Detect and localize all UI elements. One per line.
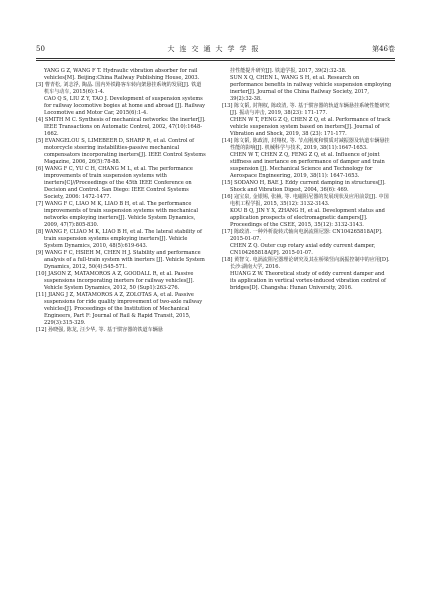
reference-entry: [3] 曹青松, 刘志浮, 陶晶. 国内外铁路客车转向架悬挂系统的发展[J]. 铁道机车与动车, 2015(6):1-4. xyxy=(36,82,202,95)
reference-entry: YANG G Z, WANG F T. Hydraulic vibration absorber for rail vehicles[M]. Beijing:China Railway Publishing House, 2003. xyxy=(44,68,200,81)
reference-entry: HUANG Z W. Theoretical study of eddy current damper and its application in vertical vortex-induced vibration control of bridges[D]. Changsha: Hunan University, 2016. xyxy=(230,271,386,291)
reference-entry: [14] 陈文韬, 陈政清, 封翔权, 等. 节点刚度和惯质对减振器及轨道车辆悬挂性能的影响[J]. 机械科学与技术, 2019, 38(11):1647-1653. xyxy=(222,138,390,151)
reference-entry: CHEN W T, CHEN Z Q, FENG Z Q, et al. Influence of joint stiffness and inertance on performance of damper and train suspension [J]. Mechanical Science and Technology for Aerospace Engineering, 2019, 38(11): 1647-1653. xyxy=(230,152,385,179)
reference-entry: [4] SMITH M C. Synthesis of mechanical networks: the inerter[J]. IEEE Transactions on Automatic Control, 2002, 47(10):1648-1662. xyxy=(36,117,206,137)
reference-entry: CAO Q S, LIU Z Y, TAO J. Development of suspension systems for railway locomotive bogies at home and abroad [J]. Railway Locomotive and Motor Car, 2015(6):1-4. xyxy=(44,96,205,116)
header-rule xyxy=(36,58,395,59)
journal-title: 大连交通大学学报 xyxy=(167,45,264,53)
reference-entry: KOU B Q, JIN Y X, ZHANG H, et al. Development status and application prospects of electromagnetic dampers[J]. Proceedings of the CSEE, 2015, 35(12): 3132-3143. xyxy=(230,208,385,228)
reference-entry: [7] WANG F C, LIAO M K, LIAO B H, et al. The performance improvements of train suspension systems with mechanical networks employing inerters[J]. Vehicle System Dynamics, 2009, 47(7):805-830. xyxy=(36,201,199,228)
reference-column-right xyxy=(222,68,392,292)
reference-entry: [18] 黄智文. 电涡流阻尼器理论研究及其在桥梁竖向涡振控制中的应用[D]. 长沙:湖南大学, 2016. xyxy=(222,257,390,270)
reference-entry: [17] 陈政清. 一种外析旋转式轴向电涡流阻尼器: CN104265818A[P]. 2015-01-07. xyxy=(222,229,383,242)
reference-entry: 挂性能提升研究[J]. 铁道学报, 2017, 39(2):32-38. xyxy=(230,68,347,74)
reference-entry: [12] 孙晓强, 陈龙, 汪少华, 等. 基于惯容器的铁道车辆悬 xyxy=(36,327,163,333)
header-rule-thin xyxy=(36,60,395,61)
page-number: 50 xyxy=(36,45,45,53)
reference-entry: SUN X Q, CHEN L, WANG S H, et al. Research on performance benefits in railway vehicle suspension employing inerter[J]. Journal of the China Railway Society, 2017, 39(2):32-38. xyxy=(230,75,392,102)
running-header xyxy=(36,42,395,56)
reference-entry: [16] 寇宝泉, 金银锡, 张赫, 等. 电磁阻尼器的发展现状及应用前景[J]. 中国电机工程学报, 2015, 35(12): 3132-3143. xyxy=(222,194,389,207)
reference-entry: [8] WANG F, CLIAO M K, LIAO B H, et al. The lateral stability of train suspension systems employing inerters[J]. Vehicle System Dynamics, 2010, 48(5):619-643. xyxy=(36,229,202,249)
reference-entry: [13] 陈文韬, 封翔权, 陈政清, 等. 基于惯容器的轨道车辆悬挂系统性能研究[J]. 振动与冲击, 2019, 38(23): 171-177. xyxy=(222,103,390,116)
reference-entry: [9] WANG F C, HSIEH M, CHEN H J. Stability and performance analysis of a full-train system with inerters [J]. Vehicle System Dynamics, 2012, 50(4):545-571. xyxy=(36,250,205,270)
reference-entry: CHEN Z Q. Outer cup rotary axial eddy current damper, CN104265818A[P]. 2015-01-07. xyxy=(230,243,376,256)
reference-entry: [5] EVANGELOU S, LIMEBEER D, SHARP R, et al. Control of motorcycle steering instabilities-passive mechanical compensators incorporating inerters[J]. IEEE Control Systems Magazine, 2006, 26(5):78-88. xyxy=(36,138,206,165)
reference-entry: [10] JASON Z, MATAMOROS A Z, GOODALL R, et al. Passive suspensions incorporating inerters for railway vehicles[J]. Vehicle System Dynamics, 2012, 50 (Sup1):263-276. xyxy=(36,271,195,291)
reference-entry: CHEN W T, FENG Z Q, CHEN Z Q, et al. Performance of track vehicle suspension system based on inerters[J]. Journal of Vibration and Shock, 2019, 38 (23): 171-177. xyxy=(230,117,391,137)
reference-column-left xyxy=(36,68,206,334)
reference-entry: [11] JIANG J Z, MATAMOROS A Z, ZOLOTAS A, et al. Passive suspensions for ride quality improvement of two-axle railway vehicles[J]. Proceedings of the Institution of Mechanical Engineers, Part F: Journal of Rail & Rapid Transit, 2015, 229(3):315-329. xyxy=(36,292,203,326)
volume-label: 第46卷 xyxy=(372,45,395,53)
reference-entry: [6] WANG F C, YU C H, CHANG M L, et al. The performance improvements of train suspension systems with inerters[C]//Proceedings of the 45th IEEE Conference on Decision and Control. San Diego: IEEE Control Systems Society, 2006: 1472-1477. xyxy=(36,166,193,200)
reference-entry: [15] SODANO H, BAE J. Eddy current damping in structures[J]. Shock and Vibration Digest, 2004, 36(6): 469. xyxy=(222,180,386,193)
